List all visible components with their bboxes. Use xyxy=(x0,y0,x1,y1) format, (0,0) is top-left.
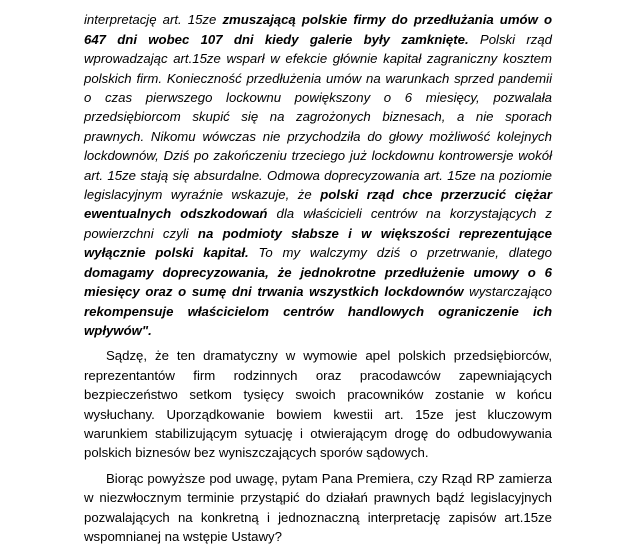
paragraph-appeal-heard: Sądzę, że ten dramatyczny w wymowie apel polskich przedsiębiorców, reprezentantów firm rodzinnych oraz pracodawców zapewniających bezpieczeństwo setkom tysięcy swoich pracowników zostanie w końcu wysłuchany. Uporządkowanie bowiem kwestii art. 15ze jest kluczowym warunkiem stabilizującym sytuację i otwierającym drogę do odbudowywania polskich biznesów bez wyniszczających sporów sądowych. xyxy=(84,348,552,461)
paragraph-question-to-premier: Biorąc powyższe pod uwagę, pytam Pana Premiera, czy Rząd RP zamierza w niezwłocznym terminie przystąpić do działań prawnych bądź legislacyjnych pozwalających na konkretną i jednoznaczną interpretację zapisów art.15ze wspomnianej na wstępie Ustawy? xyxy=(84,470,552,544)
quote-text-3: dla właścicieli centrów na korzystających z powierzchni czyli xyxy=(84,206,553,241)
quote-bold-5: rekompensuje właścicielom centrów handlowych ograniczenie ich wpływów". xyxy=(84,303,552,338)
quote-bold-1: zmuszającą polskie firmy do przedłużania umów o 647 dni wobec 107 dni kiedy galerie były zamknięte. xyxy=(84,12,552,47)
quote-text-2: Polski rząd wprowadzając art.15ze wsparł w efekcie głównie kapitał zagraniczny kosztem polskich firm. Konieczność przedłużenia umów na warunkach sprzed pandemii o czas pierwszego lockownu powiększony o 6 miesięcy, pozwalała przedsiębiorcom skupić się na zagrożonych biznesach, a nie sporach prawnych. Nikomu wówczas nie przychodziła do głowy możliwość kolejnych lockdownów, Dziś po zakończeniu trzeciego już lockdownu kontrowersje wokół art. 15ze stają się absurdalne. Odmowa doprecyzowania art. 15ze na poziomie legislacyjnym wyraźnie wskazuje, że xyxy=(84,31,552,203)
quote-bold-2: polski rząd chce przerzucić ciężar ewentualnych odszkodowań xyxy=(84,187,552,222)
quote-text-5: wystarczająco xyxy=(463,284,553,300)
quote-bold-3: na podmioty słabsze i w większości reprezentujące wyłącznie polski kapitał. xyxy=(84,225,552,261)
quote-text-4: To my walczymy dziś o przetrwanie, dlatego xyxy=(248,245,552,261)
quote-bold-4: domagamy doprecyzowania, że jednokrotne przedłużenie umowy o 6 miesięcy oraz o sumę dni trwania wszystkich lockdownów xyxy=(84,264,552,300)
quote-text-1: interpretację art. 15ze xyxy=(84,12,223,28)
